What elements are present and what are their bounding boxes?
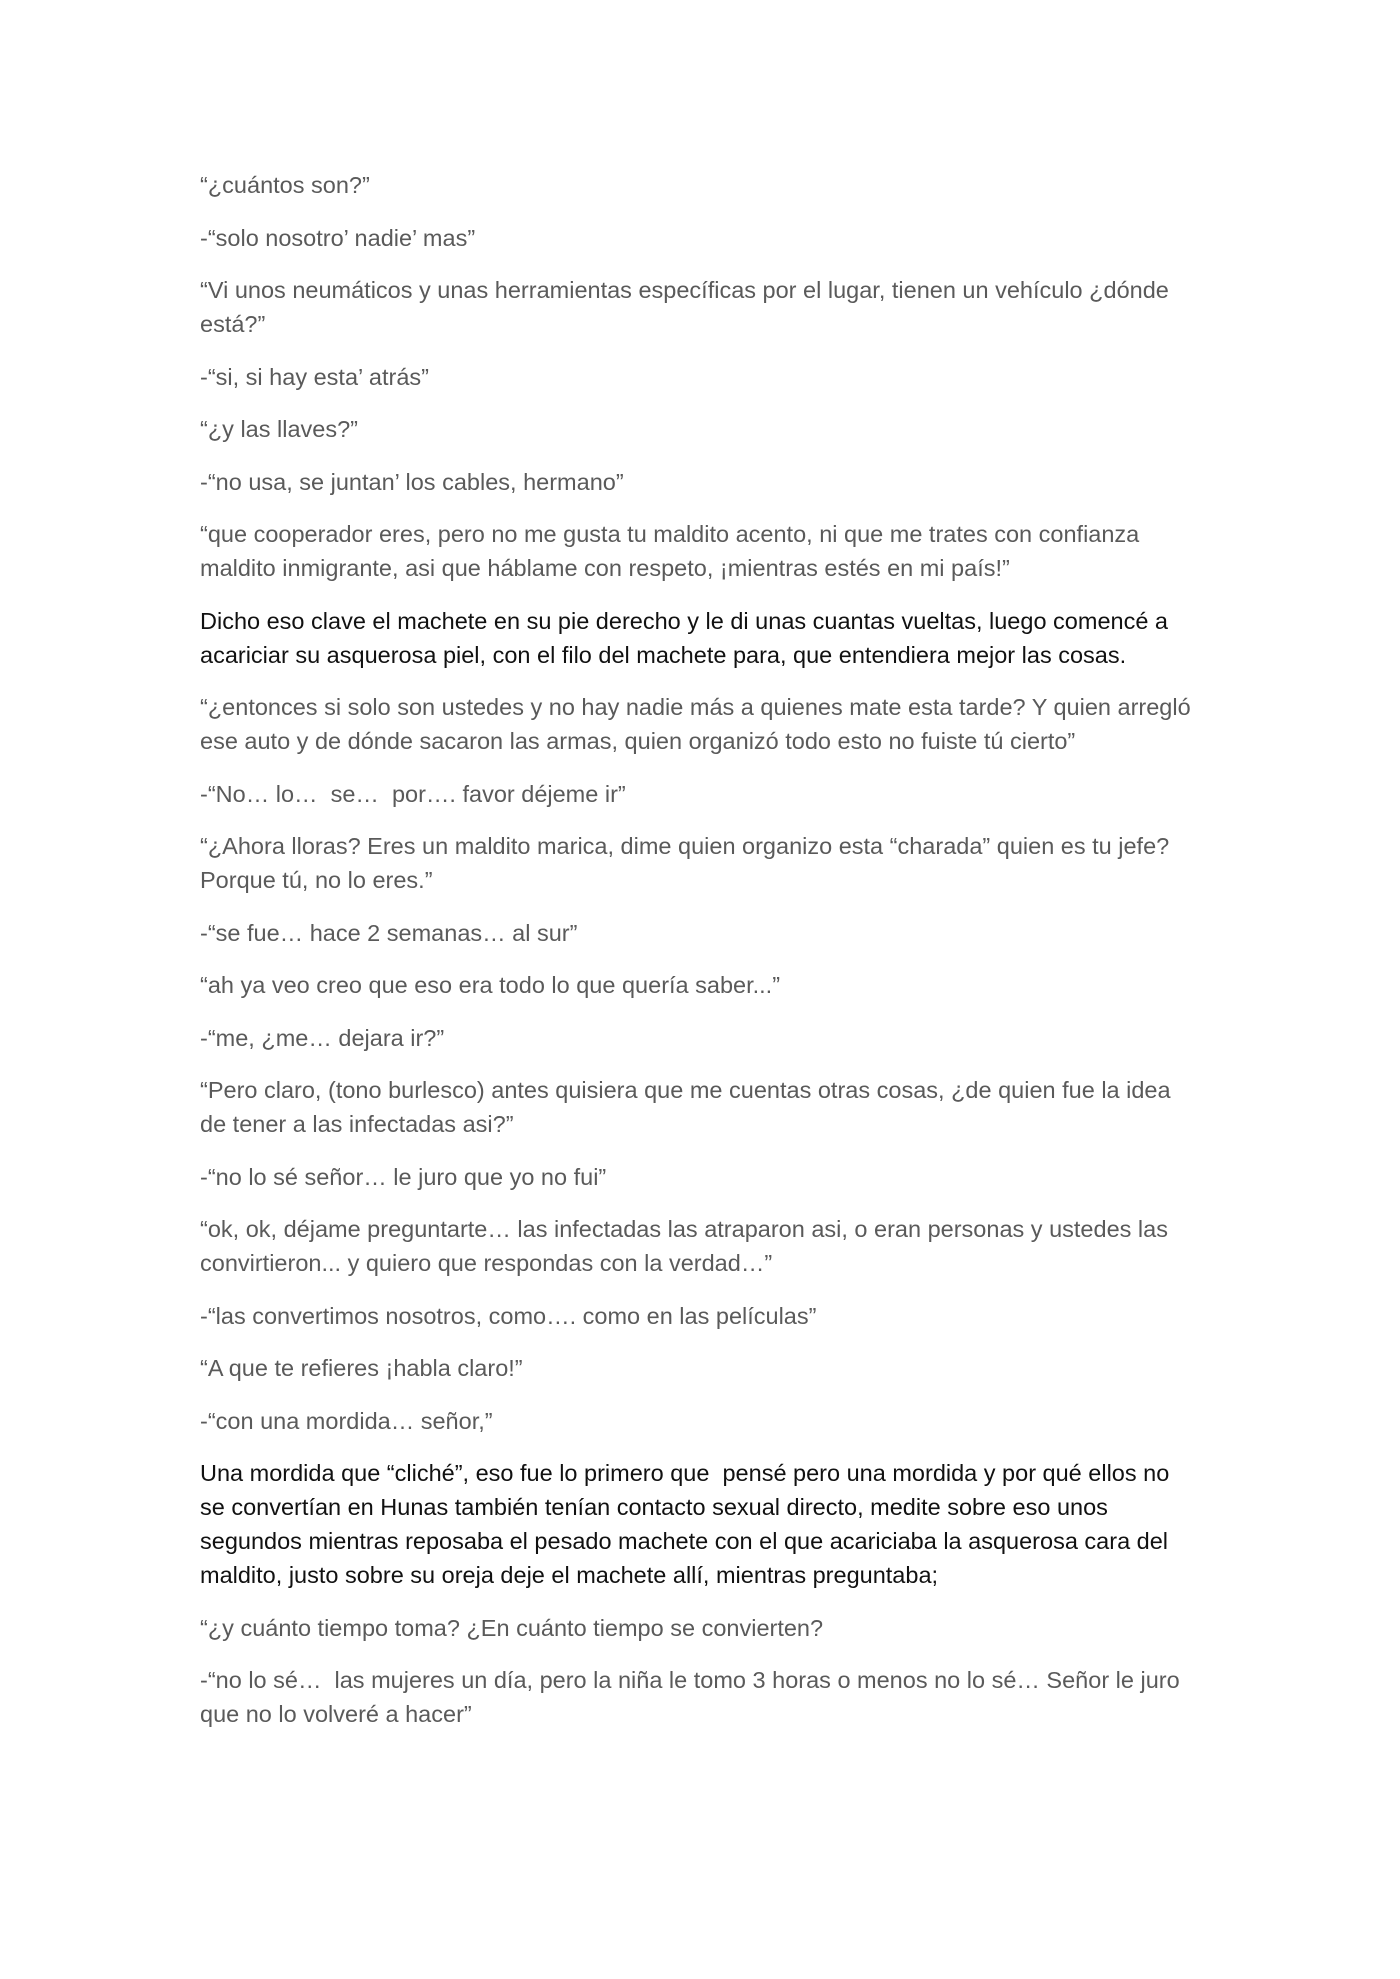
dialogue-line: “A que te refieres ¡habla claro!” bbox=[200, 1355, 523, 1381]
dialogue-line: -“no usa, se juntan’ los cables, hermano” bbox=[200, 468, 624, 495]
dialogue-line: “ah ya veo creo que eso era todo lo que quería saber...” bbox=[200, 972, 781, 998]
dialogue-line: -“con una mordida… señor,” bbox=[200, 1407, 493, 1434]
narration-paragraph: Una mordida que “cliché”, eso fue lo primero que pensé pero una mordida y por qué ellos no se convertían en Hunas también tenían contacto sexual directo, medite sobre eso unos segundos mientras reposaba el pesado machete con el que acariciaba la asquerosa cara del maldito, justo sobre su oreja deje el machete allí, mientras preguntaba; bbox=[200, 1460, 1176, 1588]
dialogue-line: “Pero claro, (tono burlesco) antes quisiera que me cuentas otras cosas, ¿de quien fue la idea de tener a las infectadas asi?” bbox=[200, 1077, 1178, 1137]
dialogue-line: “que cooperador eres, pero no me gusta tu maldito acento, ni que me trates con confianza maldito inmigrante, asi que háblame con respeto, ¡mientras estés en mi país!” bbox=[200, 521, 1146, 581]
dialogue-line: “ok, ok, déjame preguntarte… las infectadas las atraparon asi, o eran personas y ustedes las convirtieron... y quiero que respondas con la verdad…” bbox=[200, 1216, 1175, 1276]
narration-paragraph: Dicho eso clave el machete en su pie derecho y le di unas cuantas vueltas, luego comencé a acariciar su asquerosa piel, con el filo del machete para, que entendiera mejor las cosas. bbox=[200, 607, 1175, 668]
dialogue-line: -“no lo sé… las mujeres un día, pero la niña le tomo 3 horas o menos no lo sé… Señor le juro que no lo volveré a hacer” bbox=[200, 1667, 1187, 1727]
dialogue-line: -“se fue… hace 2 semanas… al sur” bbox=[200, 919, 578, 946]
dialogue-line: -“las convertimos nosotros, como…. como en las películas” bbox=[200, 1302, 817, 1329]
dialogue-line: -“si, si hay esta’ atrás” bbox=[200, 363, 429, 390]
dialogue-line: “¿entonces si solo son ustedes y no hay nadie más a quienes mate esta tarde? Y quien arregló ese auto y de dónde sacaron las armas, quien organizó todo esto no fuiste tú cierto” bbox=[200, 694, 1198, 754]
dialogue-line: “¿cuántos son?” bbox=[200, 172, 370, 198]
dialogue-line: “¿Ahora lloras? Eres un maldito marica, dime quien organizo esta “charada” quien es tu jefe? Porque tú, no lo eres.” bbox=[200, 833, 1176, 893]
dialogue-line: “Vi unos neumáticos y unas herramientas específicas por el lugar, tienen un vehículo ¿dónde está?” bbox=[200, 277, 1176, 337]
dialogue-line: “¿y cuánto tiempo toma? ¿En cuánto tiempo se convierten? bbox=[200, 1614, 824, 1641]
document-body bbox=[200, 168, 1200, 1750]
dialogue-line: -“solo nosotro’ nadie’ mas” bbox=[200, 224, 476, 251]
dialogue-line: -“No… lo… se… por…. favor déjeme ir” bbox=[200, 780, 626, 807]
dialogue-line: -“me, ¿me… dejara ir?” bbox=[200, 1024, 445, 1051]
dialogue-line: “¿y las llaves?” bbox=[200, 416, 359, 442]
dialogue-line: -“no lo sé señor… le juro que yo no fui” bbox=[200, 1163, 607, 1190]
